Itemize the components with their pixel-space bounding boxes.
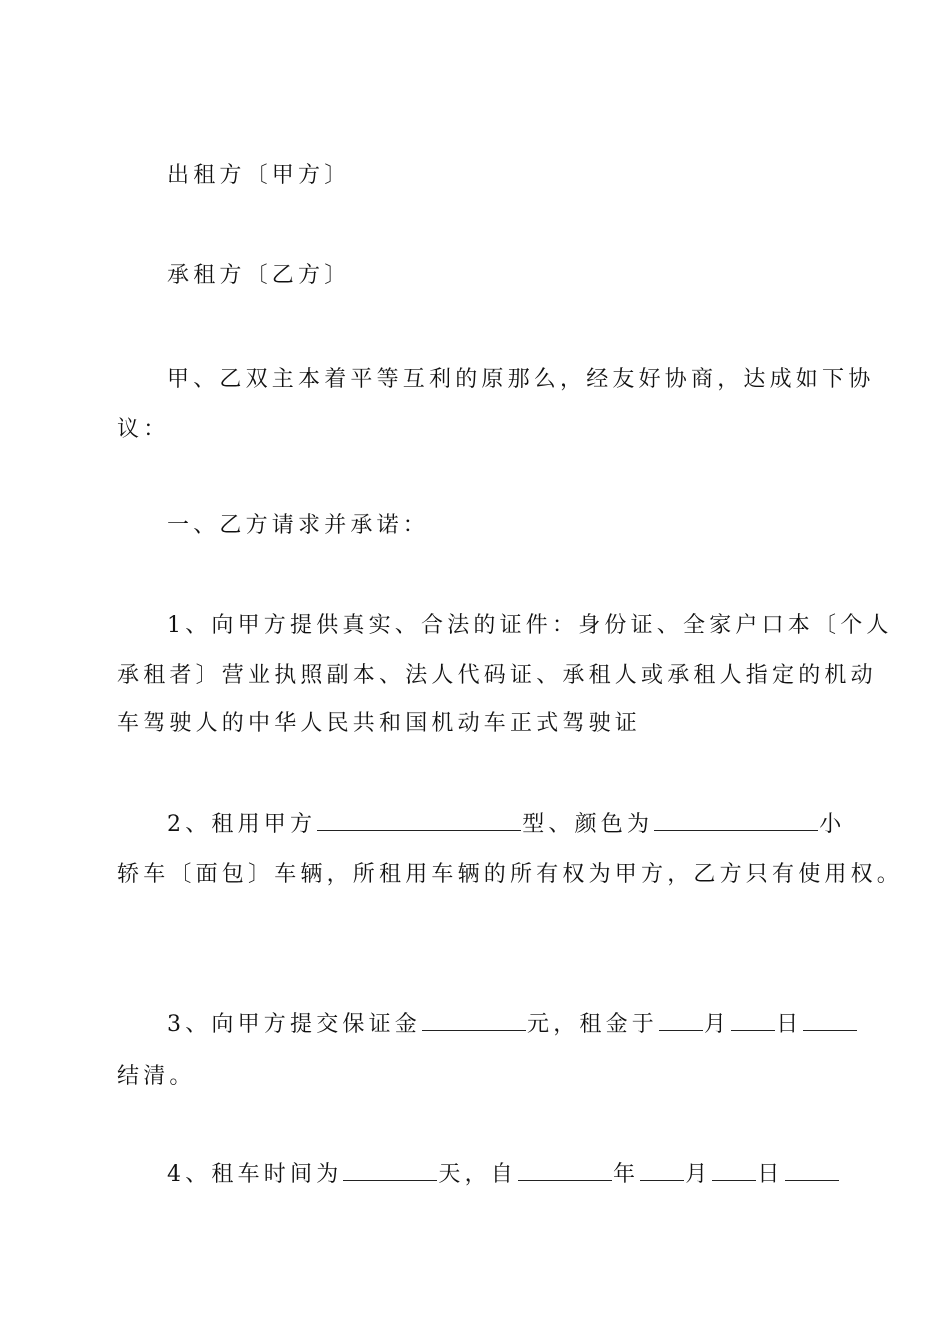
item-4-line-1 bbox=[0, 1160, 950, 1190]
item-2-text-c: 小 bbox=[819, 812, 846, 837]
item-2-text-b: 型、颜色为 bbox=[522, 812, 654, 837]
preamble-line-2: 议： bbox=[117, 417, 170, 442]
item-2-text-a: 2、租用甲方 bbox=[167, 812, 317, 837]
deposit-amount-blank[interactable] bbox=[422, 1010, 526, 1031]
start-day-blank[interactable] bbox=[712, 1160, 756, 1181]
settle-day-blank[interactable] bbox=[731, 1010, 775, 1031]
item-4-text-e: 日 bbox=[757, 1162, 784, 1187]
settle-extra-blank[interactable] bbox=[803, 1010, 857, 1031]
rental-days-blank[interactable] bbox=[343, 1160, 437, 1181]
item-2-line-1 bbox=[0, 810, 950, 840]
item-3-line-2: 结清。 bbox=[117, 1064, 196, 1089]
car-color-blank[interactable] bbox=[654, 810, 818, 831]
item-1-line-2: 承租者〕营业执照副本、法人代码证、承租人或承租人指定的机动 bbox=[117, 663, 877, 688]
start-month-blank[interactable] bbox=[640, 1160, 684, 1181]
lessee-line: 承租方〔乙方〕 bbox=[167, 263, 351, 288]
item-3-text-d: 日 bbox=[776, 1012, 803, 1037]
item-4-text-b: 天，自 bbox=[438, 1162, 518, 1187]
section-1-heading: 一、乙方请求并承诺： bbox=[167, 513, 430, 538]
item-1-line-1: 1、向甲方提供真实、合法的证件：身份证、全家户口本〔个人 bbox=[167, 613, 893, 638]
item-3-text-c: 月 bbox=[704, 1012, 731, 1037]
item-3-line-1 bbox=[0, 1010, 950, 1040]
start-extra-blank[interactable] bbox=[785, 1160, 839, 1181]
item-1-line-3: 车驾驶人的中华人民共和国机动车正式驾驶证 bbox=[117, 711, 642, 736]
item-4-text-c: 年 bbox=[613, 1162, 640, 1187]
item-4-text-d: 月 bbox=[685, 1162, 712, 1187]
item-2-line-2: 轿车〔面包〕车辆，所租用车辆的所有权为甲方，乙方只有使用权。 bbox=[117, 862, 904, 887]
car-model-blank[interactable] bbox=[317, 810, 521, 831]
preamble-line-1: 甲、乙双主本着平等互利的原那么，经友好协商，达成如下协 bbox=[167, 367, 875, 392]
item-4-text-a: 4、租车时间为 bbox=[167, 1162, 343, 1187]
settle-month-blank[interactable] bbox=[659, 1010, 703, 1031]
item-3-text-a: 3、向甲方提交保证金 bbox=[167, 1012, 421, 1037]
start-year-blank[interactable] bbox=[518, 1160, 612, 1181]
item-3-text-b: 元，租金于 bbox=[527, 1012, 659, 1037]
lessor-line: 出租方〔甲方〕 bbox=[167, 163, 351, 188]
